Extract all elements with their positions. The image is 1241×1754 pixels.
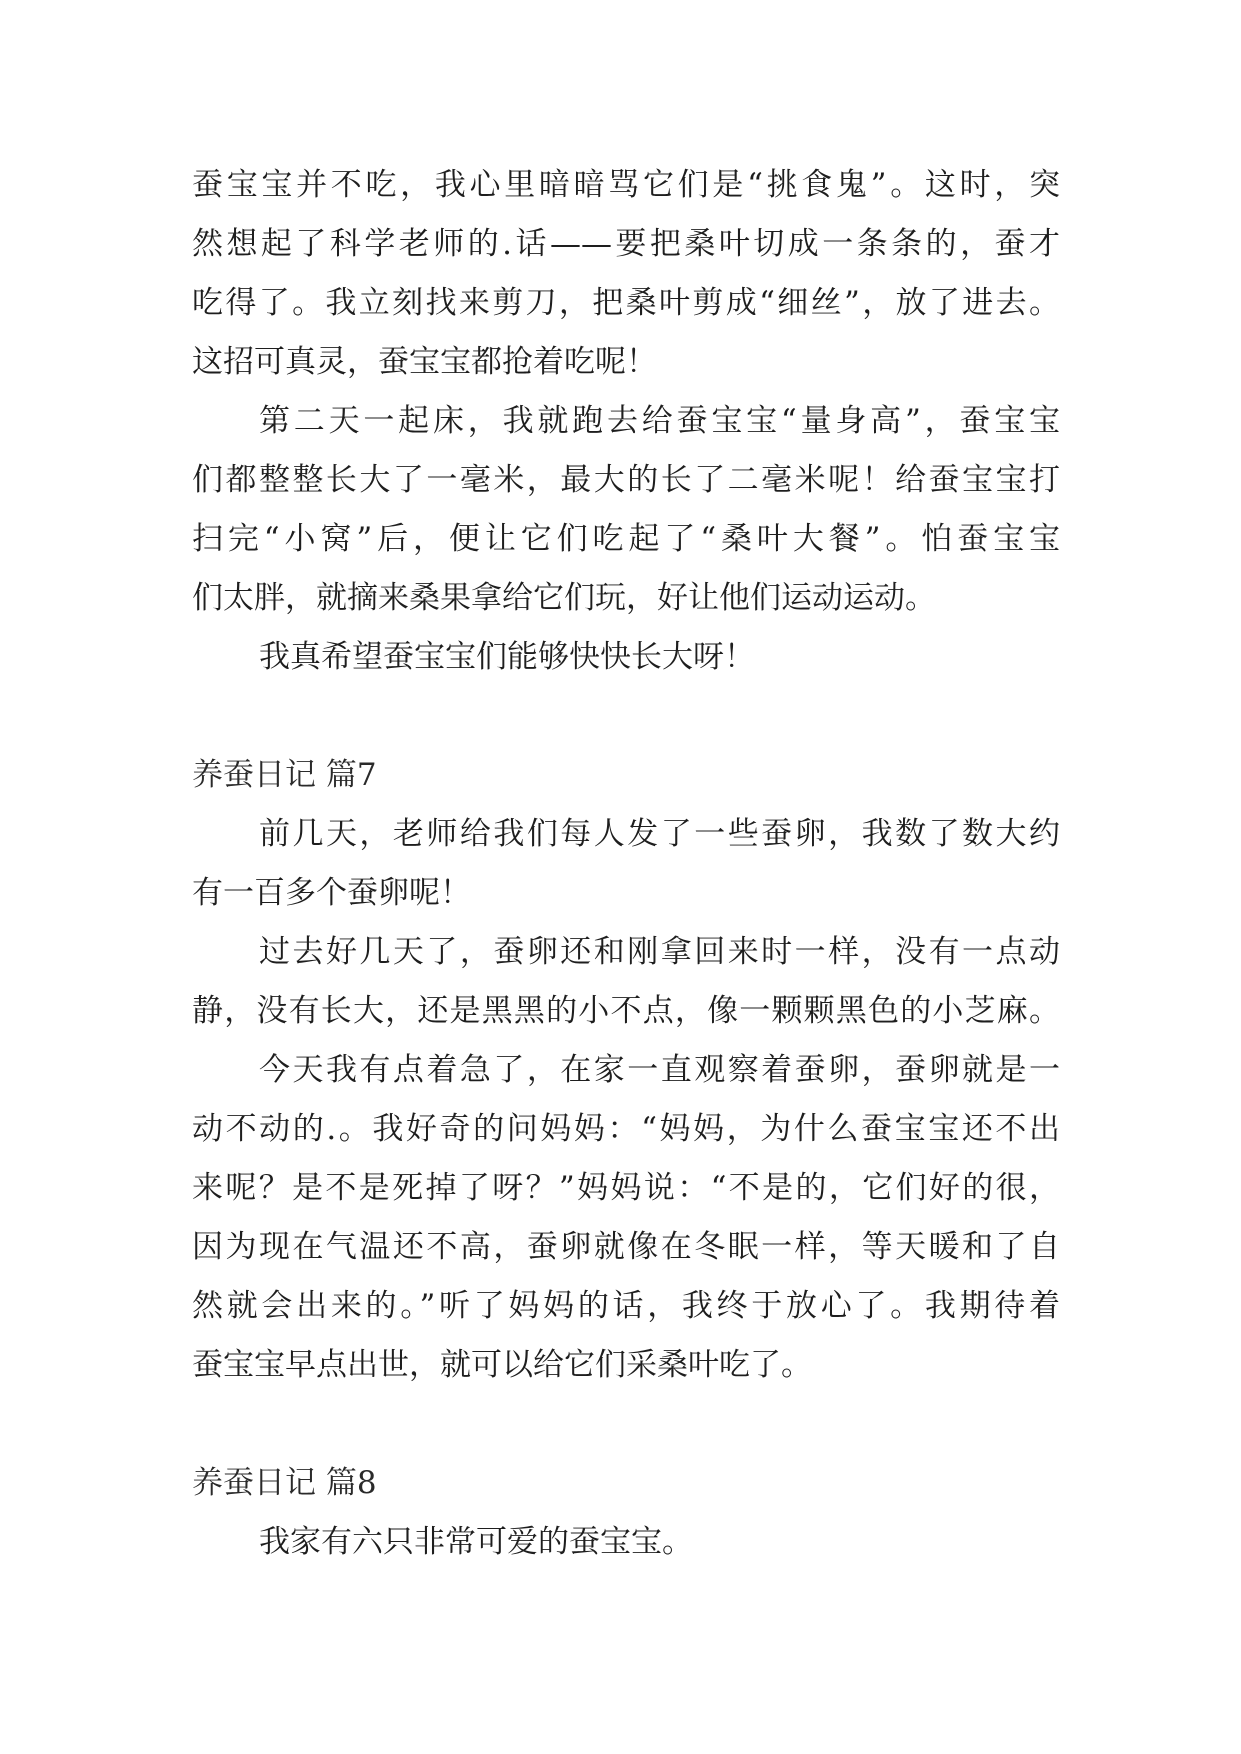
text-line: 过去好几天了，蚕卵还和刚拿回来时一样，没有一点动 bbox=[259, 934, 1060, 970]
blank-line bbox=[192, 687, 1060, 746]
paragraph bbox=[192, 628, 1060, 687]
paragraph bbox=[192, 1513, 1060, 1572]
section-heading: 养蚕日记 篇7 bbox=[192, 757, 377, 793]
text-line: 我家有六只非常可爱的蚕宝宝。 bbox=[259, 1524, 693, 1560]
text-line: 吃得了。我立刻找来剪刀，把桑叶剪成“细丝”，放了进去。 bbox=[192, 285, 1060, 321]
text-line: 第二天一起床，我就跑去给蚕宝宝“量身高”，蚕宝宝 bbox=[259, 403, 1060, 439]
paragraph bbox=[192, 156, 1060, 392]
text-line: 前几天，老师给我们每人发了一些蚕卵，我数了数大约 bbox=[259, 816, 1060, 852]
text-line: 这招可真灵，蚕宝宝都抢着吃呢！ bbox=[192, 344, 657, 380]
text-line: 我真希望蚕宝宝们能够快快长大呀！ bbox=[259, 639, 755, 675]
text-line: 蚕宝宝并不吃，我心里暗暗骂它们是“挑食鬼”。这时，突 bbox=[192, 167, 1060, 203]
text-line: 有一百多个蚕卵呢！ bbox=[192, 875, 471, 911]
paragraph bbox=[192, 805, 1060, 923]
blank-line bbox=[192, 1395, 1060, 1454]
document-body bbox=[192, 156, 1060, 1572]
text-line: 静，没有长大，还是黑黑的小不点，像一颗颗黑色的小芝麻。 bbox=[192, 993, 1060, 1029]
text-line: 动不动的.。我好奇的问妈妈：“妈妈，为什么蚕宝宝还不出 bbox=[192, 1111, 1060, 1147]
text-line: 扫完“小窝”后，便让它们吃起了“桑叶大餐”。怕蚕宝宝 bbox=[192, 521, 1060, 557]
text-line: 蚕宝宝早点出世，就可以给它们采桑叶吃了。 bbox=[192, 1347, 812, 1383]
text-line: 今天我有点着急了，在家一直观察着蚕卵，蚕卵就是一 bbox=[259, 1052, 1060, 1088]
paragraph bbox=[192, 1041, 1060, 1395]
text-line: 因为现在气温还不高，蚕卵就像在冬眠一样，等天暖和了自 bbox=[192, 1229, 1060, 1265]
text-line: 来呢？是不是死掉了呀？”妈妈说：“不是的，它们好的很， bbox=[192, 1170, 1060, 1206]
paragraph bbox=[192, 923, 1060, 1041]
text-line: 们太胖，就摘来桑果拿给它们玩，好让他们运动运动。 bbox=[192, 580, 936, 616]
text-line: 然就会出来的。”听了妈妈的话，我终于放心了。我期待着 bbox=[192, 1288, 1060, 1324]
paragraph bbox=[192, 392, 1060, 628]
text-line: 然想起了科学老师的.话——要把桑叶切成一条条的，蚕才 bbox=[192, 226, 1060, 262]
text-line: 们都整整长大了一毫米，最大的长了二毫米呢！给蚕宝宝打 bbox=[192, 462, 1060, 498]
section-heading: 养蚕日记 篇8 bbox=[192, 1465, 377, 1501]
